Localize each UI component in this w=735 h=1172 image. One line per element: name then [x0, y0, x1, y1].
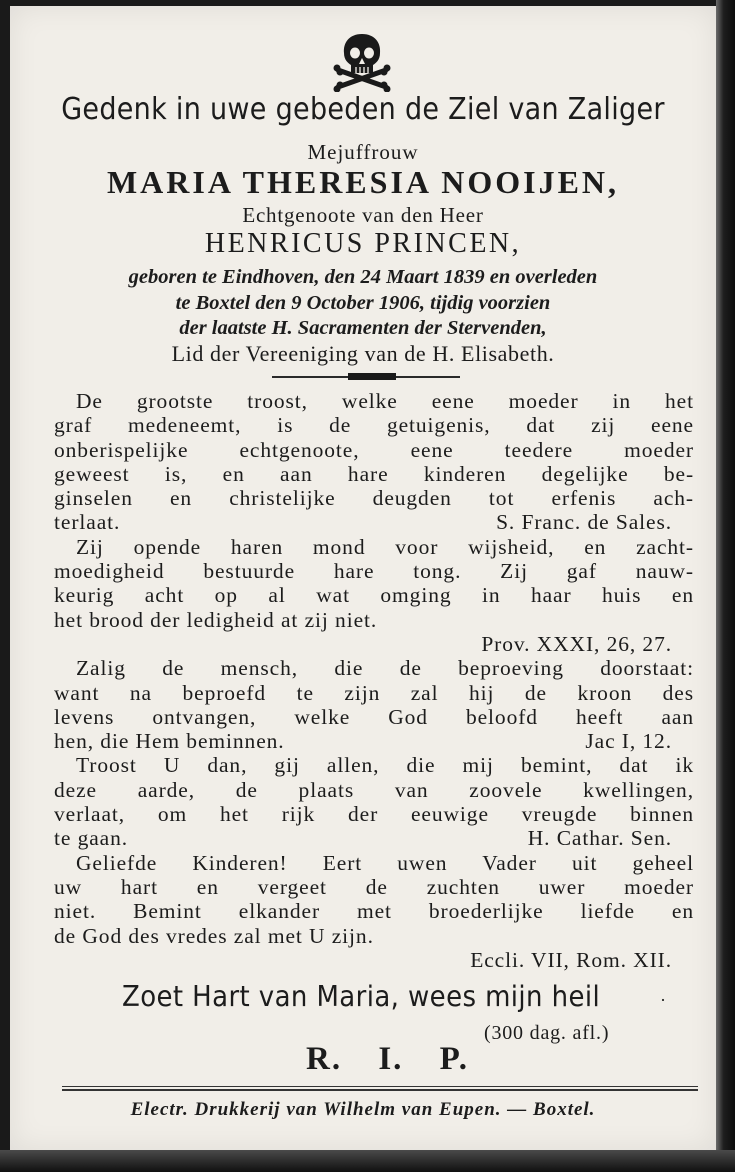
body-line: het brood der ledigheid at zij niet.	[54, 607, 378, 632]
body-line: Geliefde Kinderen! Eert uwen Vader uit geheel	[76, 850, 694, 875]
footer-rule	[62, 1086, 698, 1087]
memorial-card	[10, 6, 716, 1150]
body-line-end: terlaat.	[54, 510, 121, 535]
body-line: De grootste troost, welke eene moeder in het	[76, 389, 694, 413]
birth-death-line-1: geboren te Eindhoven, den 24 Maart 1839 en overleden	[128, 266, 598, 288]
body-line: uw hart en vergeet de zuchten uwer moeder	[54, 874, 694, 899]
photo-edge-right	[716, 0, 735, 1172]
body-line: niet. Bemint elkander met broederlijke liefde en	[54, 899, 694, 924]
body-line: Zalig de mensch, die de beproeving doorstaat:	[76, 656, 694, 681]
ornament-mark: ·	[660, 990, 666, 1010]
body-line-with-citation	[54, 729, 694, 753]
body-line: onberispelijke echtgenoote, eene teedere moeder	[54, 437, 694, 462]
birth-death-line-2: te Boxtel den 9 October 1906, tijdig voorzien	[175, 292, 551, 314]
body-line: ginselen en christelijke deugden tot erfenis ach-	[54, 486, 694, 511]
body-line: graf medeneemt, is de getuigenis, dat zij eene	[54, 413, 694, 438]
indulgence-note: (300 dag. afl.)	[484, 1022, 610, 1044]
citation: Prov. XXXI, 26, 27.	[481, 631, 672, 656]
printer-credit: Electr. Drukkerij van Wilhelm van Eupen. — Boxtel.	[130, 1099, 596, 1120]
body-line: Zij opende haren mond voor wijsheid, en zacht-	[76, 534, 694, 559]
body-line: levens ontvangen, welke God beloofd heeft aan	[54, 704, 694, 729]
title-mejuffrouw: Mejuffrouw	[307, 140, 419, 164]
citation: Eccli. VII, Rom. XII.	[470, 947, 672, 972]
prayer-line: Zoet Hart van Maria, wees mijn heil	[122, 980, 601, 1014]
body-line: geweest is, en aan hare kinderen degelijke be-	[54, 461, 694, 486]
deceased-name: MARIA THERESIA NOOIJEN,	[106, 164, 620, 200]
body-line: want na beproefd te zijn zal hij de kroon des	[54, 680, 694, 705]
body-line-end: hen, die Hem beminnen.	[54, 729, 285, 754]
body-text	[54, 389, 694, 972]
membership-line: Lid der Vereeniging van de H. Elisabeth.	[171, 341, 555, 366]
body-line: moedigheid bestuurde hare tong. Zij gaf nauw-	[54, 559, 694, 584]
citation: H. Cathar. Sen.	[527, 826, 672, 851]
body-line: keurig acht op al wat omging in haar huis en	[54, 583, 694, 608]
footer-rule	[62, 1089, 698, 1091]
body-line: de God des vredes zal met U zijn.	[54, 923, 374, 948]
body-line: verlaat, om het rijk der eeuwige vreugde binnen	[54, 802, 694, 827]
body-line-end: te gaan.	[54, 826, 129, 851]
body-line: deze aarde, de plaats van zoovele kwellingen,	[54, 777, 694, 802]
birth-death-line-3: der laatste H. Sacramenten der Stervenden,	[179, 317, 547, 339]
citation: Jac I, 12.	[585, 729, 672, 754]
body-line-with-citation	[54, 510, 694, 534]
photo-edge-bottom	[0, 1150, 735, 1172]
opening-line: Gedenk in uwe gebeden de Ziel van Zaliger	[61, 92, 665, 127]
divider-ornament	[348, 373, 396, 380]
husband-name: HENRICUS PRINCEN,	[204, 228, 522, 259]
spouse-relation: Echtgenoote van den Heer	[242, 203, 484, 227]
citation-line	[54, 632, 694, 656]
citation-line	[54, 948, 694, 972]
rip-text: R. I. P.	[306, 1041, 470, 1077]
citation: S. Franc. de Sales.	[496, 510, 672, 535]
skull-icon	[332, 30, 392, 92]
body-line: Troost U dan, gij allen, die mij bemint, dat ik	[76, 753, 694, 778]
body-line-with-citation	[54, 826, 694, 850]
